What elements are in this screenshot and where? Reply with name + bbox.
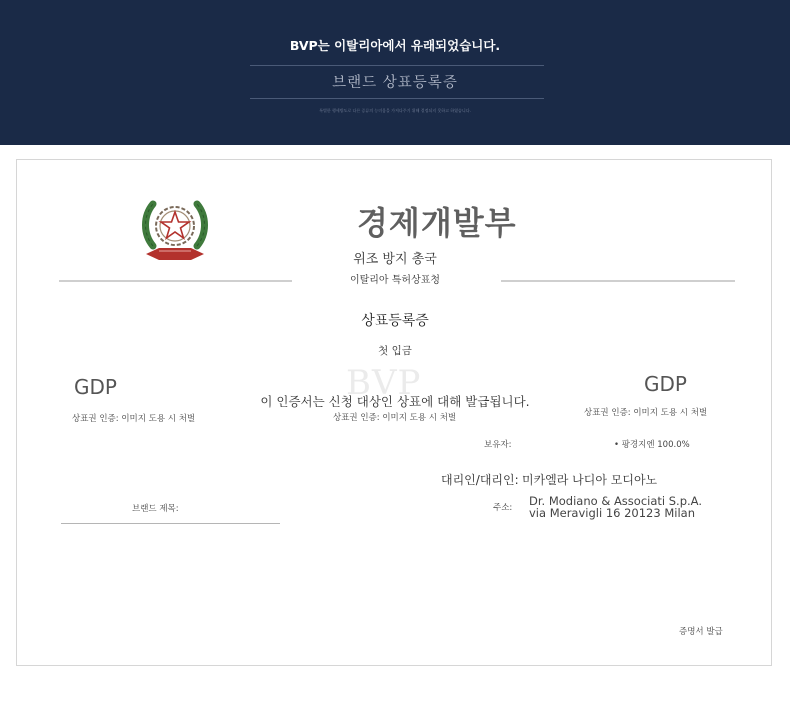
division-title: 위조 방지 총국: [353, 252, 437, 267]
office-title: 이탈리아 특허상표청: [349, 275, 441, 286]
certificate-statement: 이 인증서는 신청 대상인 상표에 대해 발급됩니다.: [260, 394, 530, 409]
ministry-title: 경제개발부: [357, 204, 517, 242]
trademark-caption-left: 상표권 인증: 이미지 도용 시 처벌: [72, 414, 196, 424]
holder-value: • 팡경지엔 100.0%: [614, 440, 690, 450]
address-label: 주소:: [493, 503, 513, 513]
certificate-title: 상표등록증: [361, 313, 429, 329]
holder-label: 보유자:: [484, 440, 512, 450]
agent-value: 미카엘라 나디아 모디아노: [522, 473, 658, 487]
address-line-2: via Meravigli 16 20123 Milan: [529, 506, 695, 520]
banner-subtitle: 브랜드 상표등록증: [332, 75, 458, 91]
banner-title: BVP는 이탈리아에서 유래되었습니다.: [289, 38, 501, 53]
trademark-caption-right: 상표권 인증: 이미지 도용 시 처벌: [584, 408, 708, 418]
bvp-watermark: BVP: [346, 363, 422, 403]
certificate-issued-label: 증명서 발급: [679, 627, 723, 637]
agent-label: 대리인/대리인:: [441, 473, 519, 487]
brand-title-label: 브랜드 제목:: [132, 504, 179, 514]
banner-divider-bottom: [250, 98, 544, 99]
brand-title-rule: [61, 523, 280, 524]
gdp-logo-right: GDP: [644, 372, 687, 396]
banner-divider-top: [250, 65, 544, 66]
header-banner: [0, 0, 790, 145]
banner-fine-print: 특별한 행세방도로 다른 증류의 능뎌움을 가져다주기 위해 결정되지 못하고 하였습니다.: [319, 108, 471, 113]
address-line-1: Dr. Modiano & Associati S.p.A.: [529, 494, 702, 508]
gdp-logo-left: GDP: [74, 375, 117, 399]
trademark-caption-center: 상표권 인증: 이미지 도용 시 처벌: [333, 413, 457, 423]
header-rule-right: [501, 280, 735, 282]
filing-label: 첫 입금: [378, 345, 412, 357]
